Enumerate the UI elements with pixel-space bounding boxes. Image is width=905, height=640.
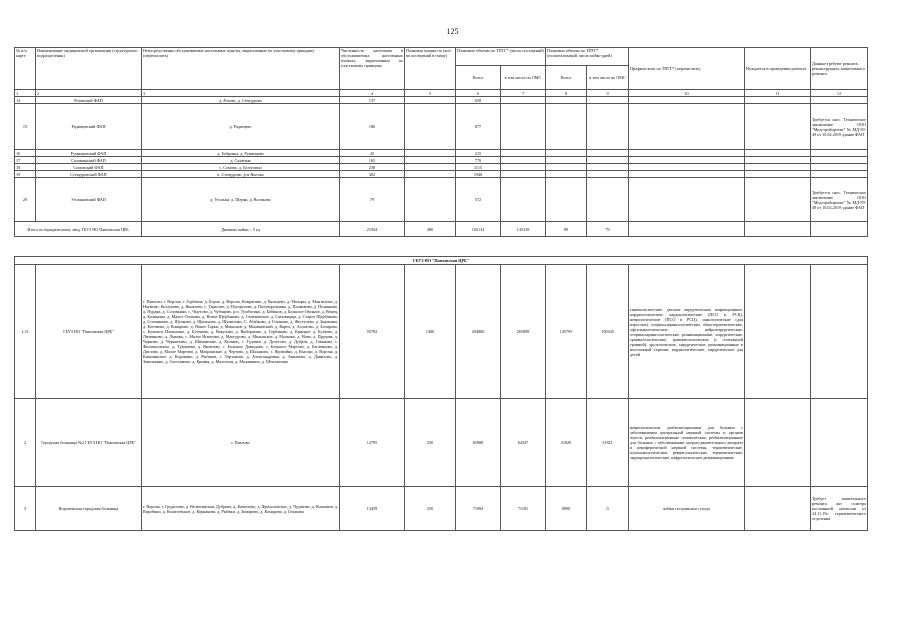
beddays-total: 31820 <box>546 399 587 487</box>
visits-total: 770 <box>456 157 501 164</box>
repair-note <box>811 171 868 178</box>
repair-needed <box>745 157 811 164</box>
crb-table <box>14 256 868 531</box>
column-number: 3 <box>142 90 340 97</box>
beddays-total <box>546 104 587 150</box>
row-number: 16 <box>15 150 36 157</box>
repair-needed <box>745 104 811 150</box>
capacity <box>405 171 456 178</box>
settlements: д. Рогово, д. Стещурово <box>142 97 340 104</box>
facility-name: Радищевский ФАП <box>36 104 142 150</box>
row-number: 14 <box>15 97 36 104</box>
settlements: г. Павлово, г. Ворсма, г. Горбатов, д. Борок, д. Ворсма, Ковригино, д. Вяльцево, д. Мохары, д. Мантилово, д. Наумово, Козлуково, д. Яковлево, с. Тарасово, д. Погорелово, д. Полуворотнино, д. Полковово, д. Позняково, д. Пурдка, д. Соловкино, с. Чмутово, д. Чубаново, р.п. Тумботино, д. Бабинов, д. Большое Овсяное, д. Венец, д. Калинино, д. Малое Осипово, д. Новое Щербаново, д. Семеновское, д. Самовидцы, д. Старое Щербаново, д. Степанково, д. Щелково, д. Щепячово, д. Шумилово, С. Абабково, д. Гочаково, д. Жестелево, д. Знаменка, д. Клетнево, д. Комарово, д. Новое Тарки, д. Меньшов, д. Монаковский, д. Варех, д. Ахлатово, д. Бочарово, с. Большое Ильинское, д. Бутенево, д. Вакулово, д. Выборкино, д. Горбаново, д. Крицкое, д. Бутяево, д. Литвиново, д. Лыково, с. Малое Игнатово, д. Мансурово, д. Михинское, д. Малково, д. Ново, д. Прудова, д. Чарково, д. Чернятьево, д. Шиманские, д. Кузьвец, с. Гудовка, д. Дулетово, д. Дубров, д. Гаваново, с. Филипповское, д. Тудишево, д. Яковлево, с. Большое Давыдово, с. Большое Мартово, д. Багатяново, д. Дятлово, д. Малое Мартово, д. Мокринские, д. Чертово, д. Шаланово, с. Яровойно, д. Высоко, д. Ворсма, д. Кишминское, д. Коровино, д. Рыбаков, с. Тарзаново, д. Александровка, д. Авилково, д. Данилово, д. Завалышно, д. Злостиново, д. Кривая, д. Малоогля, д. Молявкино, д. Шеплашино <box>142 265 340 399</box>
header-cell: Нуждается в проведении ремонта <box>745 48 811 90</box>
visits-oms <box>501 150 546 157</box>
bed-profiles <box>629 97 745 104</box>
bed-profiles <box>629 104 745 150</box>
repair-note <box>811 164 868 171</box>
header-cell: Профили коек по ТПГГ* (перечислить) <box>629 48 745 90</box>
beddays-total <box>546 178 587 222</box>
beddays-oms <box>587 150 629 157</box>
capacity <box>405 104 456 150</box>
bed-profiles: неврологические, реабилитационные для больных с заболеваниями центральной нервной системы и органов чувств, реабилитационные соматические, реабилитационные для больных с заболеваниями опорно-двигательного аппарата и периферической нервной системы, терапевтические, пульмонологические, ревматологические, терапевтические, эндокринологические, нефрологические реанимационные <box>629 399 745 487</box>
facility-name: Стещуровский ФАП <box>36 171 142 178</box>
column-number: 2 <box>36 90 142 97</box>
visits-oms <box>501 178 546 222</box>
total-visits: 102134 <box>456 222 501 237</box>
visits-oms: 265898 <box>501 265 546 399</box>
beddays-total: 8990 <box>546 487 587 531</box>
capacity <box>405 97 456 104</box>
page-number: 125 <box>446 27 459 36</box>
settlements: д. Бобровка, д. Румянцево <box>142 150 340 157</box>
day-beds: Дневные койки – 5 ед <box>142 222 340 237</box>
table-row <box>15 164 868 171</box>
beddays-oms: 109345 <box>587 265 629 399</box>
row-number: 18 <box>15 164 36 171</box>
repair-note <box>811 157 868 164</box>
repair-note: Требуется снос. Техническое заключение ООО "Медстройпроект" № МД-59-49 от 10.02.2019 здание ФАП <box>811 178 868 222</box>
population: 45 <box>340 150 405 157</box>
table-row <box>15 157 868 164</box>
repair-needed <box>745 487 811 531</box>
beddays-oms <box>587 157 629 164</box>
header-row-1 <box>15 48 868 66</box>
population: 165 <box>340 157 405 164</box>
facility-name: Ворсменская городская больница <box>36 487 142 531</box>
column-number: 10 <box>629 90 745 97</box>
beddays-total: 145795 <box>546 265 587 399</box>
row-number: 3 <box>15 487 36 531</box>
population: 13459 <box>340 487 405 531</box>
header-cell: Наименование медицинской организации (структурного подразделения) <box>36 48 142 90</box>
visits-total: 65080 <box>456 399 501 487</box>
table-row <box>15 487 868 531</box>
row-number: 17 <box>15 157 36 164</box>
visits-total: 1115 <box>456 164 501 171</box>
settlements: п. Стещурово, р-н Высоко <box>142 171 340 178</box>
total-beddays-oms: 79 <box>587 222 629 237</box>
row-number: 1,31 <box>15 265 36 399</box>
visits-total: 71894 <box>456 487 501 531</box>
header-cell: Плановая мощность (кол-во посещений в смену) <box>405 48 456 90</box>
total-label: Итого по юридическому лицу ГБУЗ НО Павловская ЦРБ <box>15 222 142 237</box>
beddays-oms <box>587 104 629 150</box>
total-row <box>15 222 868 237</box>
repair-note: Требует капитального ремонта акт осмотра постоянной комиссии от 24.11.19г. терапевтического отделения <box>811 487 868 531</box>
header-cell: Плановые объемы по ТПГГ* (госпитализаций, число койко-дней) <box>546 48 629 66</box>
row-number: 2 <box>15 399 36 487</box>
bed-profiles <box>629 157 745 164</box>
empty-cell <box>629 222 745 237</box>
total-visits-oms: 145318 <box>501 222 546 237</box>
population: 238 <box>340 164 405 171</box>
visits-total: 215 <box>456 150 501 157</box>
bed-profiles <box>629 178 745 222</box>
section-title-row <box>15 257 868 265</box>
repair-needed <box>745 178 811 222</box>
visits-total: 1948 <box>456 171 501 178</box>
visits-oms <box>501 157 546 164</box>
beddays-oms: 31821 <box>587 399 629 487</box>
column-number: 12 <box>811 90 868 97</box>
repair-note <box>811 399 868 487</box>
facility-name: Роговский ФАП <box>36 97 142 104</box>
beddays-oms <box>587 178 629 222</box>
row-number: 20 <box>15 178 36 222</box>
bed-profiles <box>629 171 745 178</box>
settlements: г. Ворсма, г. Грудилово, д. Велютинская, Дуброво, д. Кошелево, д. Фрохоловское, д. Чудаково, д. Кончаков, д. Варобино, д. Кошелевское, д. Корнакова, д. Рыбаки, д. Зимарово, д. Комарово, д. Гочакова <box>142 487 340 531</box>
repair-needed <box>745 150 811 157</box>
table-row <box>15 104 868 150</box>
repair-needed <box>745 265 811 399</box>
beddays-total <box>546 150 587 157</box>
bed-profiles: гинекологические, детские хирургические, инфекционные, кардиологические, кардиологические (ПСО и РСЦ), неврологические (ПСО и РСЦ), онкологические (для взрослых), оториноларингологические, общетерапевтические, офтальмологические, нейрохирургические, оториноларингологические, реанимационные, хирургические, травматологические, травматологические (с сочетанной травмой), урологические, хирургические, реанимационные в неотложной терапии, кардиологические, хирургические для детей <box>629 265 745 399</box>
repair-note: Требуется снос. Техническое заключение ООО "Медстройпроект" № МД-59-49 от 10.02.2019 здание ФАП <box>811 104 868 150</box>
capacity: 250 <box>405 487 456 531</box>
repair-needed <box>745 97 811 104</box>
capacity <box>405 164 456 171</box>
population: 12795 <box>340 399 405 487</box>
visits-oms <box>501 171 546 178</box>
capacity: 250 <box>405 399 456 487</box>
population: 55782 <box>340 265 405 399</box>
table-row <box>15 150 868 157</box>
column-number-row <box>15 90 868 97</box>
header-cell: Непосредственно обслуживаемые населенные пункты, закрепленные по участковому принципу (перечислить) <box>142 48 340 90</box>
repair-needed <box>745 171 811 178</box>
total-population: 21944 <box>340 222 405 237</box>
visits-oms: 71181 <box>501 487 546 531</box>
facility-name: Угольковский ФАП <box>36 178 142 222</box>
repair-note <box>811 150 868 157</box>
column-number: 4 <box>340 90 405 97</box>
population: 79 <box>340 178 405 222</box>
settlements: г. Павлово <box>142 399 340 487</box>
row-number: 15 <box>15 104 36 150</box>
repair-note <box>811 265 868 399</box>
column-number: 1 <box>15 90 36 97</box>
total-beddays: 89 <box>546 222 587 237</box>
header-cell: Численность населения в обслуживаемых населенных пунктах, закрепленных по участковому принципу <box>340 48 405 90</box>
settlements: д. Радищево <box>142 104 340 150</box>
bed-profiles: койки сестринского ухода <box>629 487 745 531</box>
column-number: 11 <box>745 90 811 97</box>
column-number: 8 <box>546 90 587 97</box>
facility-name: Саламыкский ФАП <box>36 157 142 164</box>
bed-profiles <box>629 150 745 157</box>
beddays-total <box>546 97 587 104</box>
visits-total: 877 <box>456 104 501 150</box>
facilities-table <box>14 47 868 237</box>
table-row <box>15 171 868 178</box>
visits-total: 658 <box>456 97 501 104</box>
capacity <box>405 178 456 222</box>
header-cell: Всего <box>456 66 501 90</box>
settlements: с. Сомово, д. Белоглино <box>142 164 340 171</box>
visits-oms <box>501 164 546 171</box>
population: 186 <box>340 104 405 150</box>
header-cell: в том числе по ОМС <box>587 66 629 90</box>
capacity <box>405 150 456 157</box>
column-number: 7 <box>501 90 546 97</box>
repair-needed <box>745 164 811 171</box>
header-cell: № п/п карте <box>15 48 36 90</box>
beddays-oms <box>587 97 629 104</box>
population: 402 <box>340 171 405 178</box>
header-cell: в том числе по ОМС <box>501 66 546 90</box>
bed-profiles <box>629 164 745 171</box>
column-number: 6 <box>456 90 501 97</box>
visits-oms <box>501 97 546 104</box>
visits-oms <box>501 104 546 150</box>
capacity: 1400 <box>405 265 456 399</box>
table-row <box>15 178 868 222</box>
beddays-oms <box>587 164 629 171</box>
beddays-total <box>546 171 587 178</box>
column-number: 9 <box>587 90 629 97</box>
row-number: 19 <box>15 171 36 178</box>
header-cell: Данные требуют ремонта, реконструкции, капитального ремонта <box>811 48 868 90</box>
table-row <box>15 97 868 104</box>
total-capacity: 480 <box>405 222 456 237</box>
facility-name: Городская больница №2 ГБУЗ НО "Павловская ЦРБ" <box>36 399 142 487</box>
facility-name: ГБУЗ НО "Павловская ЦРБ" <box>36 265 142 399</box>
table-row <box>15 399 868 487</box>
facility-name: Румянцевский ФАП <box>36 150 142 157</box>
capacity <box>405 157 456 164</box>
facility-name: Сомовский ФАП <box>36 164 142 171</box>
repair-note <box>811 97 868 104</box>
header-cell: Плановые объемы по ТПГГ* (число посещений) <box>456 48 546 66</box>
visits-oms: 64347 <box>501 399 546 487</box>
settlements: д. Саламык <box>142 157 340 164</box>
empty-cell <box>745 222 811 237</box>
visits-total: 572 <box>456 178 501 222</box>
settlements: д. Угольки, д. Шеряк, д. Волчково <box>142 178 340 222</box>
empty-cell <box>811 222 868 237</box>
beddays-total <box>546 164 587 171</box>
visits-total: 204806 <box>456 265 501 399</box>
section-title: ГБУЗ НО "Павловская ЦРБ" <box>15 257 868 265</box>
beddays-oms: 0 <box>587 487 629 531</box>
repair-needed <box>745 399 811 487</box>
beddays-total <box>546 157 587 164</box>
beddays-oms <box>587 171 629 178</box>
column-number: 5 <box>405 90 456 97</box>
header-cell: Всего <box>546 66 587 90</box>
population: 137 <box>340 97 405 104</box>
table-row <box>15 265 868 399</box>
